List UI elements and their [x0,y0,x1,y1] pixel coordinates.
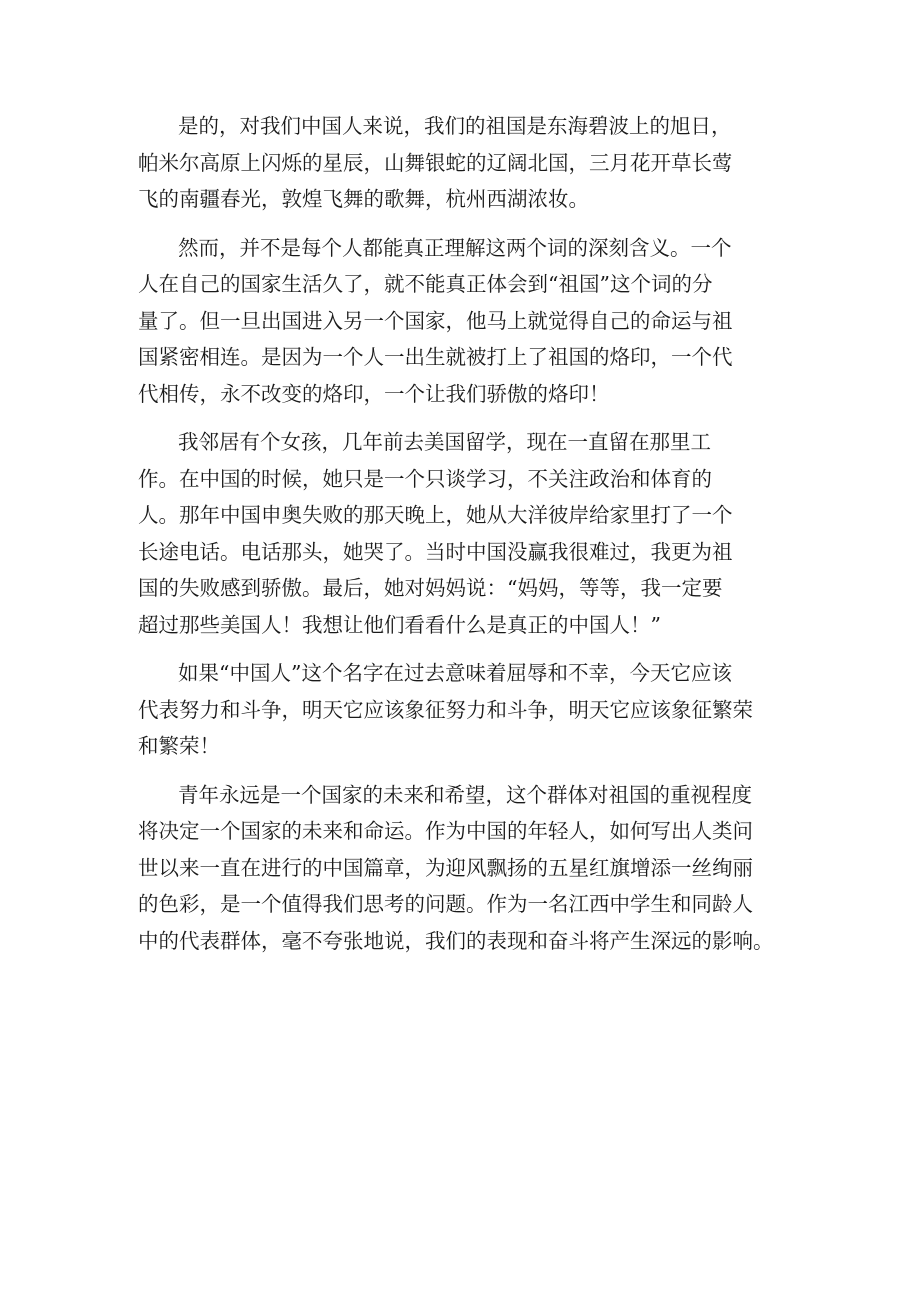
text-line: 飞的南疆春光，敦煌飞舞的歌舞，杭州西湖浓妆。 [138,187,589,211]
paragraph-5 [138,777,784,960]
text-line: 长途电话。电话那头，她哭了。当时中国没赢我很难过，我更为祖 [138,539,733,564]
text-line: 代表努力和斗争，明天它应该象征努力和斗争，明天它应该象征繁荣 [138,697,753,722]
paragraph-3 [138,424,784,643]
text-line: 将决定一个国家的未来和命运。作为中国的年轻人，如何写出人类问 [138,819,753,843]
text-line: 然而，并不是每个人都能真正理解这两个词的深刻含义。一个 [178,235,732,260]
text-line: 量了。但一旦出国进入另一个国家，他马上就觉得自己的命运与祖 [138,308,733,333]
text-line: 人。那年中国申奥失败的那天晚上，她从大洋彼岸给家里打了一个 [138,503,733,527]
paragraph-2 [138,230,784,413]
text-line: 和繁荣！ [138,734,220,758]
text-line: 帕米尔高原上闪烁的星辰，山舞银蛇的辽阔北国，三月花开草长莺 [138,150,733,175]
text-line: 我邻居有个女孩，几年前去美国留学，现在一直留在那里工 [178,430,711,454]
text-line: 的色彩，是一个值得我们思考的问题。作为一名江西中学生和同龄人 [138,892,753,916]
text-line: 作。在中国的时候，她只是一个只谈学习，不关注政治和体育的 [138,466,712,491]
text-line: 青年永远是一个国家的未来和希望，这个群体对祖国的重视程度 [178,782,752,807]
text-line: 超过那些美国人！我想让他们看看什么是真正的中国人！” [138,612,661,637]
text-line: 人在自己的国家生活久了，就不能真正体会到“祖国”这个词的分 [138,272,713,296]
text-line: 国的失败感到骄傲。最后，她对妈妈说：“妈妈，等等，我一定要 [138,576,723,600]
text-line: 如果“中国人”这个名字在过去意味着屈辱和不幸，今天它应该 [178,661,732,685]
paragraph-4 [138,655,784,765]
paragraph-1 [138,108,784,218]
text-line: 是的，对我们中国人来说，我们的祖国是东海碧波上的旭日， [178,114,732,138]
text-line: 代相传，永不改变的烙印，一个让我们骄傲的烙印！ [138,381,610,406]
text-line: 国紧密相连。是因为一个人一出生就被打上了祖国的烙印，一个代 [138,345,733,369]
text-line: 中的代表群体，毫不夸张地说，我们的表现和奋斗将产生深远的影响。 [138,928,774,953]
document-body [138,108,784,971]
text-line: 世以来一直在进行的中国篇章，为迎风飘扬的五星红旗增添一丝绚丽 [138,855,753,880]
